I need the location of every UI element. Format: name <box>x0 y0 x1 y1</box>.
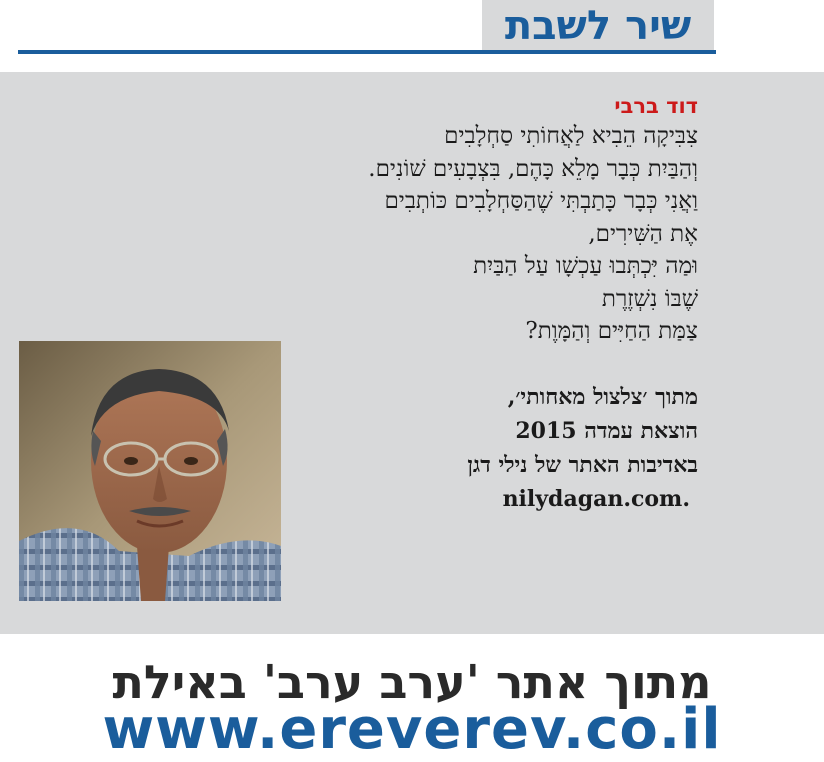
poem-line: אֶת הַשִּׁירִים, <box>588 220 698 247</box>
poem-line: צַמַּת הַחַיִּים וְהַמָּוֶת? <box>525 318 698 344</box>
poem <box>150 120 698 348</box>
header-rule <box>18 50 716 54</box>
portrait-image <box>19 341 281 601</box>
footer-source-text: מתוך אתר 'ערב ערב' באילת <box>112 655 712 709</box>
poem-line: צִבִּיקָה הֵבִיא לַאֲחוֹתִי סַחְלָבִים <box>444 123 698 149</box>
author-name: דוד ברבי <box>614 94 698 118</box>
header-title: שיר לשבת <box>504 3 692 49</box>
credit-line: הוצאת עמדה 2015 <box>515 418 698 444</box>
poem-line: שֶׁבּוֹ נִשְׁזֶרֶת <box>601 285 698 312</box>
credit-line: באדיבות האתר של נילי דגן <box>467 452 698 478</box>
poem-line: וַאֲנִי כְּבָר כָּתַבְתִּי שֶׁהַסַּחְלָבִים כּוֹתְבִים <box>384 188 698 214</box>
credit-site: nilydagan.com. <box>502 486 690 512</box>
poem-line: וְהַבַּיִת כְּבָר מָלֵא כָּהֶם, בִּצְבָעִים שׁוֹנִים. <box>368 155 698 182</box>
footer-url-link[interactable]: www.ereverev.co.il <box>102 697 722 762</box>
header-tab <box>482 0 714 52</box>
author-photo <box>19 341 281 601</box>
credits <box>300 380 698 516</box>
credit-line: מתוך ׳צלצול מאחותי׳, <box>507 384 698 410</box>
poem-line: וּמַה יִּכְתְּבוּ עַכְשָׁו עַל הַבַּיִת <box>473 253 698 279</box>
